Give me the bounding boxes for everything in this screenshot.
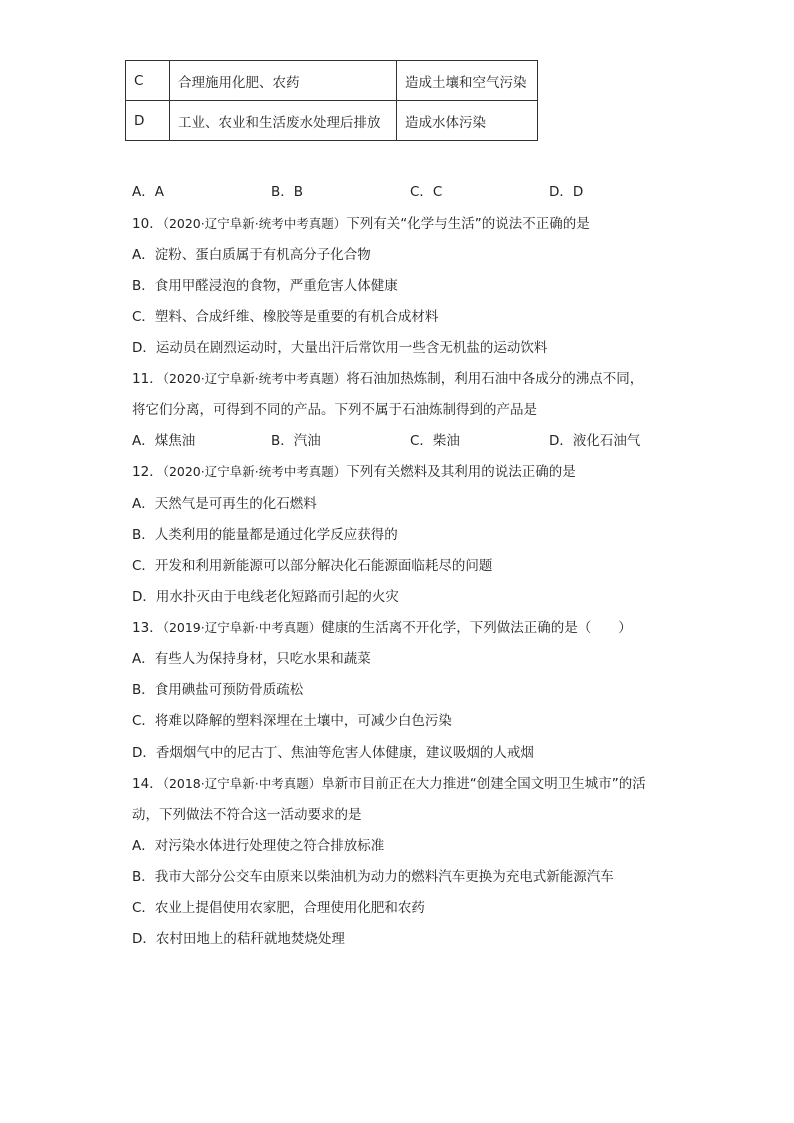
choice: B．食用甲醛浸泡的食物，严重危害人体健康	[132, 278, 398, 294]
question-source: （2020·辽宁阜新·统考中考真题）	[162, 216, 347, 231]
question-source: （2019·辽宁阜新·中考真题）	[162, 620, 322, 635]
table-cell-option: D	[126, 101, 170, 141]
choice: A．A	[132, 184, 164, 200]
choice: C．开发和利用新能源可以部分解决化石能源面临耗尽的问题	[132, 558, 493, 574]
choice: A．对污染水体进行处理使之符合排放标准	[132, 838, 385, 854]
question-text-line2: 将它们分离，可得到不同的产品。下列不属于石油炼制得到的产品是	[132, 402, 537, 418]
choice: B．人类利用的能量都是通过化学反应获得的	[132, 527, 398, 543]
choice: C．C	[410, 184, 443, 200]
question-number: 14	[132, 776, 150, 792]
choice: B．我市大部分公交车由原来以柴油机为动力的燃料汽车更换为充电式新能源汽车	[132, 869, 614, 885]
choice: C．柴油	[410, 433, 460, 449]
table-row	[126, 61, 538, 101]
choice: C．农业上提倡使用农家肥，合理使用化肥和农药	[132, 900, 425, 916]
table-cell-effect: 造成土壤和空气污染	[397, 61, 538, 101]
question-11-stem: 11．（2020·辽宁阜新·统考中考真题）将石油加热炼制，利用石油中各成分的沸点不同，	[132, 371, 644, 387]
choice: D．液化石油气	[549, 433, 641, 449]
question-text: 阜新市目前正在大力推进“创建全国文明卫生城市”的活	[321, 776, 646, 792]
question-number: 11	[132, 371, 150, 387]
table-cell-option: C	[126, 61, 170, 101]
choice: D．运动员在剧烈运动时，大量出汗后常饮用一些含无机盐的运动饮料	[132, 340, 548, 356]
question-number: 10	[132, 216, 150, 232]
choice: A．天然气是可再生的化石燃料	[132, 496, 317, 512]
question-text: 下列有关燃料及其利用的说法正确的是	[346, 464, 576, 480]
choice: D．农村田地上的秸秆就地焚烧处理	[132, 931, 345, 947]
question-14-stem: 14．（2018·辽宁阜新·中考真题）阜新市目前正在大力推进“创建全国文明卫生城市”的活	[132, 776, 646, 792]
choice: D．D	[549, 184, 584, 200]
question-text-line2: 动，下列做法不符合这一活动要求的是	[132, 807, 362, 823]
question-13-stem: 13．（2019·辽宁阜新·中考真题）健康的生活离不开化学，下列做法正确的是（ ）	[132, 620, 632, 636]
table-cell-measure: 工业、农业和生活废水处理后排放	[170, 101, 397, 141]
choice: C．塑料、合成纤维、橡胶等是重要的有机合成材料	[132, 309, 439, 325]
question-10-stem: 10．（2020·辽宁阜新·统考中考真题）下列有关“化学与生活”的说法不正确的是	[132, 216, 590, 232]
choice: B．食用碘盐可预防骨质疏松	[132, 682, 304, 698]
question-text: 将石油加热炼制，利用石油中各成分的沸点不同，	[346, 371, 644, 387]
choice: B．B	[271, 184, 304, 200]
question-12-stem: 12．（2020·辽宁阜新·统考中考真题）下列有关燃料及其利用的说法正确的是	[132, 464, 576, 480]
choice: C．将难以降解的塑料深埋在土壤中，可减少白色污染	[132, 713, 452, 729]
choice: A．有些人为保持身材，只吃水果和蔬菜	[132, 651, 371, 667]
choice: B．汽油	[271, 433, 321, 449]
q11-choices	[132, 432, 688, 450]
question-source: （2020·辽宁阜新·统考中考真题）	[162, 464, 347, 479]
choice: A．淀粉、蛋白质属于有机高分子化合物	[132, 247, 371, 263]
q9-choices	[132, 183, 688, 201]
choice: D．用水扑灭由于电线老化短路而引起的火灾	[132, 589, 399, 605]
table-row	[126, 101, 538, 141]
choice: D．香烟烟气中的尼古丁、焦油等危害人体健康，建议吸烟的人戒烟	[132, 745, 534, 761]
question-number: 13	[132, 620, 150, 636]
table-cell-measure: 合理施用化肥、农药	[170, 61, 397, 101]
question-source: （2020·辽宁阜新·统考中考真题）	[162, 371, 347, 386]
answer-options-table	[125, 60, 538, 141]
choice: A．煤焦油	[132, 433, 196, 449]
question-text: 健康的生活离不开化学，下列做法正确的是（ ）	[321, 620, 632, 636]
question-source: （2018·辽宁阜新·中考真题）	[162, 776, 322, 791]
question-text: 下列有关“化学与生活”的说法不正确的是	[346, 216, 590, 232]
table-cell-effect: 造成水体污染	[397, 101, 538, 141]
question-number: 12	[132, 464, 150, 480]
